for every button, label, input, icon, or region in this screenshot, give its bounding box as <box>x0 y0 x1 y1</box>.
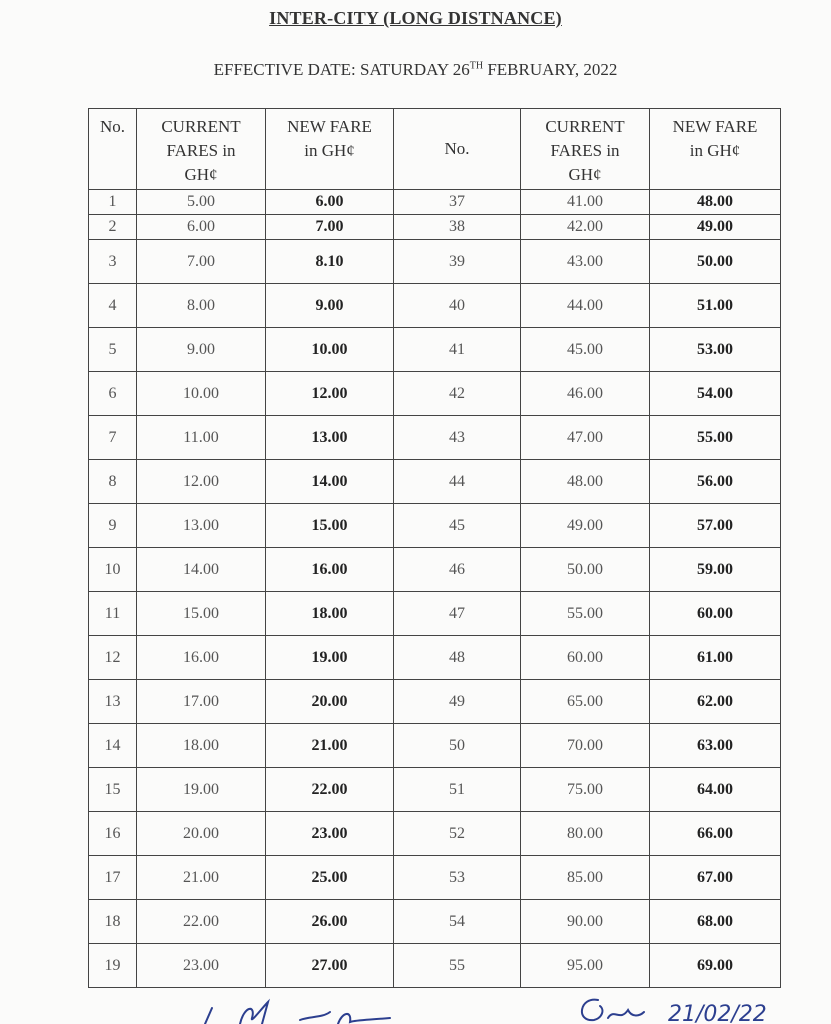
current-fare: 85.00 <box>521 856 650 900</box>
new-fare: 6.00 <box>266 190 394 215</box>
new-fare: 57.00 <box>650 504 781 548</box>
current-fare: 44.00 <box>521 284 650 328</box>
table-row <box>89 680 781 724</box>
row-number: 7 <box>89 416 137 460</box>
new-fare: 53.00 <box>650 328 781 372</box>
new-fare: 69.00 <box>650 944 781 988</box>
header-line: CURRENT <box>545 117 625 136</box>
new-fare: 19.00 <box>266 636 394 680</box>
row-number: 37 <box>394 190 521 215</box>
new-fare: 61.00 <box>650 636 781 680</box>
current-fare: 42.00 <box>521 215 650 240</box>
table-row <box>89 548 781 592</box>
header-line: GH¢ <box>184 165 218 184</box>
table-row <box>89 328 781 372</box>
new-fare: 25.00 <box>266 856 394 900</box>
current-fare: 14.00 <box>137 548 266 592</box>
current-fare: 65.00 <box>521 680 650 724</box>
header-line: NEW FARE <box>672 117 758 136</box>
new-fare: 54.00 <box>650 372 781 416</box>
new-fare: 22.00 <box>266 768 394 812</box>
new-fare: 20.00 <box>266 680 394 724</box>
current-fare: 12.00 <box>137 460 266 504</box>
row-number: 19 <box>89 944 137 988</box>
row-number: 14 <box>89 724 137 768</box>
row-number: 10 <box>89 548 137 592</box>
effective-date-sup: TH <box>469 60 484 72</box>
new-fare: 62.00 <box>650 680 781 724</box>
current-fare: 95.00 <box>521 944 650 988</box>
effective-date-prefix: EFFECTIVE DATE: SATURDAY 26 <box>213 60 470 79</box>
header-line: GH¢ <box>568 165 602 184</box>
new-fare: 7.00 <box>266 215 394 240</box>
current-fare: 55.00 <box>521 592 650 636</box>
row-number: 17 <box>89 856 137 900</box>
new-fare: 59.00 <box>650 548 781 592</box>
header-current-fares-left <box>137 109 266 190</box>
row-number: 44 <box>394 460 521 504</box>
header-no-left: No. <box>89 109 137 190</box>
new-fare: 13.00 <box>266 416 394 460</box>
table-row <box>89 190 781 215</box>
row-number: 45 <box>394 504 521 548</box>
table-row <box>89 636 781 680</box>
row-number: 16 <box>89 812 137 856</box>
row-number: 12 <box>89 636 137 680</box>
current-fare: 5.00 <box>137 190 266 215</box>
new-fare: 50.00 <box>650 240 781 284</box>
new-fare: 68.00 <box>650 900 781 944</box>
current-fare: 41.00 <box>521 190 650 215</box>
row-number: 47 <box>394 592 521 636</box>
table-row <box>89 504 781 548</box>
current-fare: 17.00 <box>137 680 266 724</box>
new-fare: 60.00 <box>650 592 781 636</box>
current-fare: 60.00 <box>521 636 650 680</box>
header-line: CURRENT <box>161 117 241 136</box>
current-fare: 9.00 <box>137 328 266 372</box>
row-number: 1 <box>89 190 137 215</box>
row-number: 3 <box>89 240 137 284</box>
current-fare: 70.00 <box>521 724 650 768</box>
header-row <box>89 109 781 190</box>
table-row <box>89 460 781 504</box>
new-fare: 9.00 <box>266 284 394 328</box>
row-number: 49 <box>394 680 521 724</box>
row-number: 38 <box>394 215 521 240</box>
new-fare: 10.00 <box>266 328 394 372</box>
current-fare: 15.00 <box>137 592 266 636</box>
row-number: 53 <box>394 856 521 900</box>
header-new-fare-right <box>650 109 781 190</box>
header-line: in GH¢ <box>689 141 741 160</box>
document-title: INTER-CITY (LONG DISTNANCE) <box>269 8 562 28</box>
table-row <box>89 856 781 900</box>
row-number: 2 <box>89 215 137 240</box>
row-number: 4 <box>89 284 137 328</box>
current-fare: 45.00 <box>521 328 650 372</box>
current-fare: 19.00 <box>137 768 266 812</box>
row-number: 18 <box>89 900 137 944</box>
current-fare: 75.00 <box>521 768 650 812</box>
current-fare: 50.00 <box>521 548 650 592</box>
new-fare: 15.00 <box>266 504 394 548</box>
header-line: FARES in <box>166 141 236 160</box>
new-fare: 63.00 <box>650 724 781 768</box>
header-line: NEW FARE <box>287 117 372 136</box>
row-number: 51 <box>394 768 521 812</box>
row-number: 50 <box>394 724 521 768</box>
current-fare: 48.00 <box>521 460 650 504</box>
signature-left <box>205 1002 390 1024</box>
row-number: 43 <box>394 416 521 460</box>
current-fare: 47.00 <box>521 416 650 460</box>
row-number: 40 <box>394 284 521 328</box>
fare-table <box>88 108 781 988</box>
row-number: 6 <box>89 372 137 416</box>
table-row <box>89 768 781 812</box>
new-fare: 49.00 <box>650 215 781 240</box>
new-fare: 21.00 <box>266 724 394 768</box>
new-fare: 12.00 <box>266 372 394 416</box>
row-number: 5 <box>89 328 137 372</box>
new-fare: 51.00 <box>650 284 781 328</box>
new-fare: 67.00 <box>650 856 781 900</box>
new-fare: 64.00 <box>650 768 781 812</box>
current-fare: 18.00 <box>137 724 266 768</box>
new-fare: 55.00 <box>650 416 781 460</box>
new-fare: 18.00 <box>266 592 394 636</box>
header-current-fares-right <box>521 109 650 190</box>
signatures <box>0 994 831 1024</box>
table-row <box>89 592 781 636</box>
fare-rows <box>89 190 781 988</box>
new-fare: 27.00 <box>266 944 394 988</box>
current-fare: 8.00 <box>137 284 266 328</box>
table-row <box>89 215 781 240</box>
row-number: 11 <box>89 592 137 636</box>
current-fare: 11.00 <box>137 416 266 460</box>
table-row <box>89 372 781 416</box>
current-fare: 10.00 <box>137 372 266 416</box>
row-number: 42 <box>394 372 521 416</box>
effective-date-suffix: FEBRUARY, 2022 <box>483 60 618 79</box>
header-line: FARES in <box>550 141 620 160</box>
current-fare: 20.00 <box>137 812 266 856</box>
new-fare: 14.00 <box>266 460 394 504</box>
current-fare: 46.00 <box>521 372 650 416</box>
row-number: 54 <box>394 900 521 944</box>
new-fare: 56.00 <box>650 460 781 504</box>
new-fare: 23.00 <box>266 812 394 856</box>
current-fare: 23.00 <box>137 944 266 988</box>
table-row <box>89 284 781 328</box>
signature-date: 21/02/22 <box>668 1002 767 1024</box>
row-number: 46 <box>394 548 521 592</box>
signature-right <box>582 1000 644 1021</box>
table-row <box>89 944 781 988</box>
header-new-fare-left <box>266 109 394 190</box>
header-line: in GH¢ <box>304 141 355 160</box>
table-row <box>89 240 781 284</box>
row-number: 13 <box>89 680 137 724</box>
row-number: 55 <box>394 944 521 988</box>
current-fare: 49.00 <box>521 504 650 548</box>
table-row <box>89 812 781 856</box>
current-fare: 80.00 <box>521 812 650 856</box>
table-row <box>89 416 781 460</box>
effective-date <box>0 60 831 80</box>
current-fare: 22.00 <box>137 900 266 944</box>
row-number: 9 <box>89 504 137 548</box>
new-fare: 8.10 <box>266 240 394 284</box>
row-number: 41 <box>394 328 521 372</box>
new-fare: 48.00 <box>650 190 781 215</box>
row-number: 8 <box>89 460 137 504</box>
row-number: 48 <box>394 636 521 680</box>
current-fare: 6.00 <box>137 215 266 240</box>
current-fare: 43.00 <box>521 240 650 284</box>
current-fare: 13.00 <box>137 504 266 548</box>
new-fare: 26.00 <box>266 900 394 944</box>
new-fare: 66.00 <box>650 812 781 856</box>
header-no-right: No. <box>394 109 521 190</box>
table-row <box>89 900 781 944</box>
current-fare: 16.00 <box>137 636 266 680</box>
current-fare: 7.00 <box>137 240 266 284</box>
new-fare: 16.00 <box>266 548 394 592</box>
row-number: 52 <box>394 812 521 856</box>
row-number: 39 <box>394 240 521 284</box>
current-fare: 90.00 <box>521 900 650 944</box>
table-row <box>89 724 781 768</box>
row-number: 15 <box>89 768 137 812</box>
current-fare: 21.00 <box>137 856 266 900</box>
